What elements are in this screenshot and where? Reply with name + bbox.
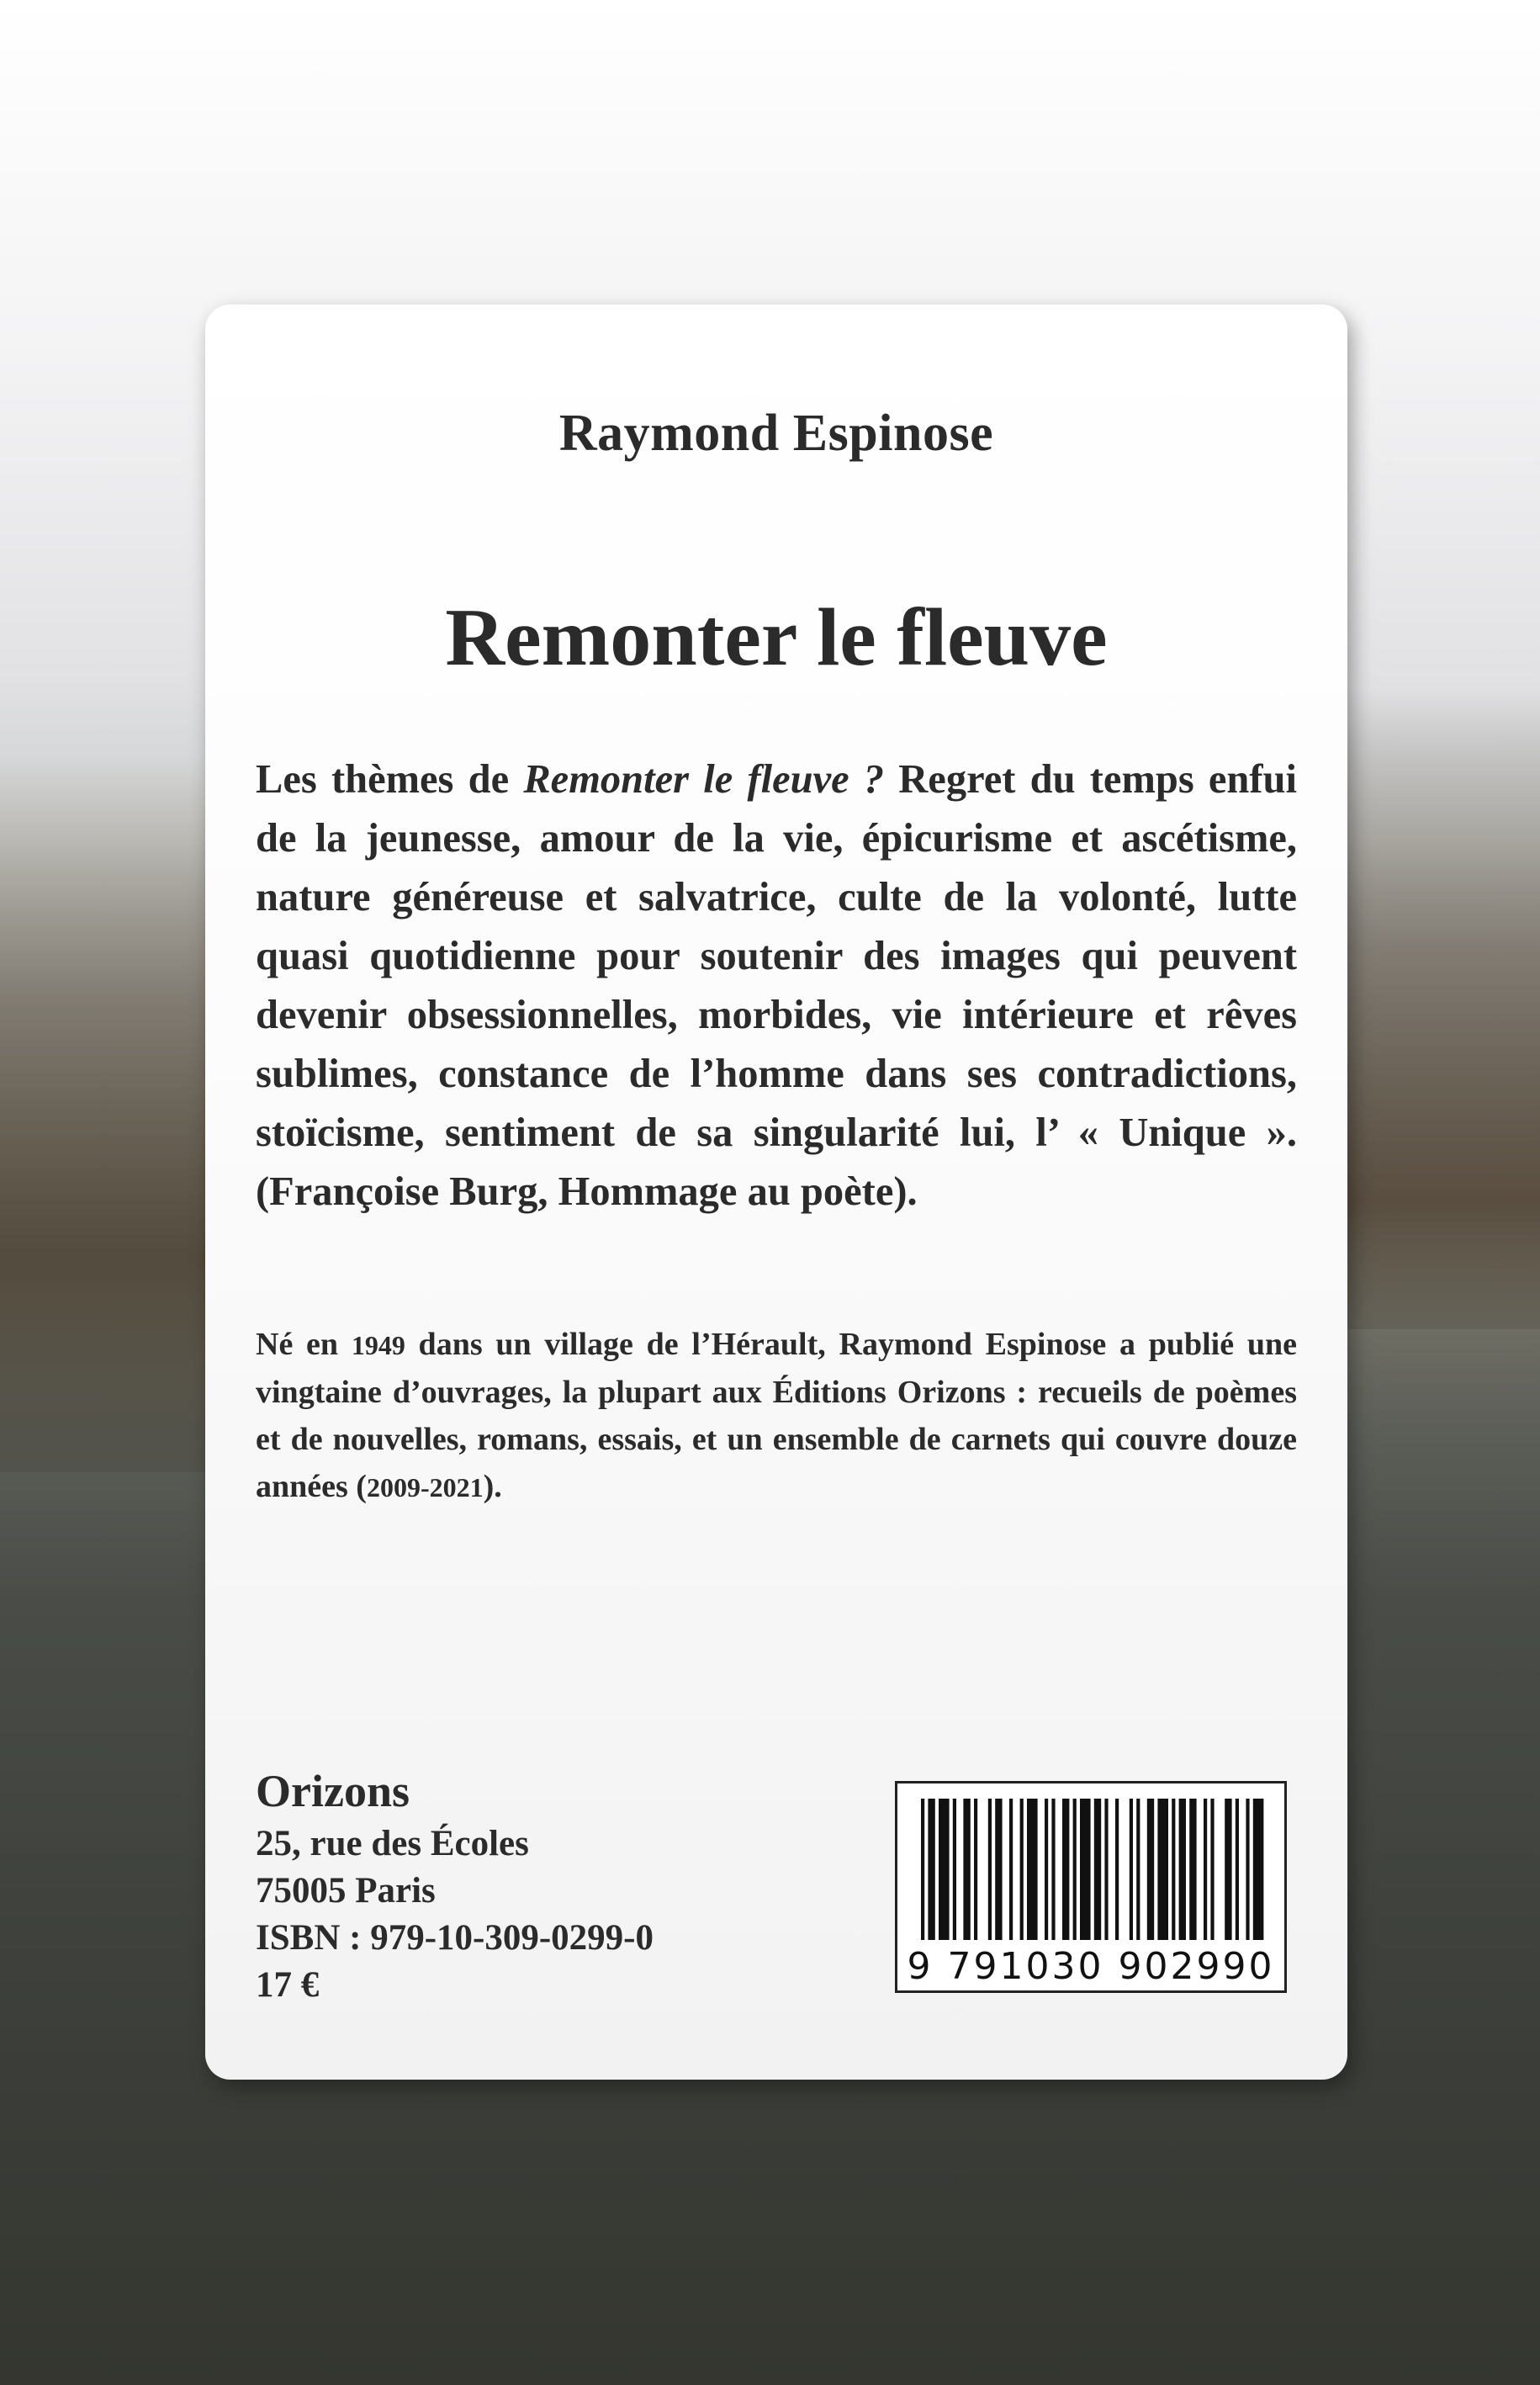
barcode-bar (1157, 1799, 1168, 1940)
barcode-bar (1204, 1799, 1207, 1940)
publisher-street: 25, rue des Écoles (256, 1824, 529, 1863)
blurb-italic-title: Remonter le fleuve ? (523, 757, 885, 802)
barcode-digits: 9 791030 902990 (907, 1945, 1275, 1988)
blurb-intro: Les thèmes de (256, 757, 524, 802)
barcode-bar (1073, 1799, 1077, 1940)
barcode-bar (1136, 1799, 1140, 1940)
barcode-bar (1236, 1799, 1239, 1940)
barcode-bar (1115, 1799, 1119, 1940)
barcode-bar (1051, 1799, 1055, 1940)
trees-right-bank (1337, 690, 1540, 1329)
bio-years: 2009-2021 (366, 1472, 484, 1503)
bio-part-3: ). (483, 1469, 502, 1504)
bio-part-1: Né en (256, 1327, 352, 1362)
barcode-bar (1246, 1799, 1249, 1940)
bio-part-2: dans un village de l’Hérault, Raymond Espinose a publié une vingtaine d’ouvrages, la plupart aux Éditions Orizons : recueils de poèmes et de nouvelles, romans, essais, et un ensemble de carnets qui couvre douze années ( (256, 1327, 1297, 1504)
barcode-bar (1147, 1799, 1154, 1940)
barcode-bar (963, 1799, 970, 1940)
barcode-bar (1179, 1799, 1186, 1940)
barcode-bar (921, 1799, 924, 1940)
barcode-bars (897, 1783, 1284, 1943)
publisher-block (256, 1762, 844, 2009)
publisher-name: Orizons (256, 1766, 410, 1816)
barcode-bar (1189, 1799, 1196, 1940)
barcode-bar (1080, 1799, 1091, 1940)
barcode-bar (1062, 1799, 1069, 1940)
barcode-bar (1094, 1799, 1101, 1940)
barcode-bar (1210, 1799, 1214, 1940)
book-title: Remonter le fleuve (445, 592, 1108, 683)
barcode-bar (1225, 1799, 1231, 1940)
barcode-bar (939, 1799, 950, 1940)
barcode-bar (1104, 1799, 1108, 1940)
publisher-city: 75005 Paris (256, 1871, 436, 1911)
barcode (895, 1781, 1287, 1993)
barcode-bar (1130, 1799, 1133, 1940)
barcode-bar (1253, 1799, 1264, 1940)
barcode-bar (1009, 1799, 1013, 1940)
barcode-bar (1020, 1799, 1024, 1940)
blurb-paragraph (256, 750, 1297, 1222)
barcode-bar (1172, 1799, 1175, 1940)
trees-left-bank (0, 757, 219, 1472)
bio-birth-year: 1949 (351, 1330, 405, 1360)
barcode-bar (928, 1799, 934, 1940)
author-bio (256, 1321, 1297, 1511)
author-name: Raymond Espinose (558, 405, 994, 462)
barcode-bar (1027, 1799, 1038, 1940)
barcode-bar (974, 1799, 977, 1940)
barcode-bar (988, 1799, 992, 1940)
back-cover-panel (205, 305, 1347, 2080)
barcode-bar (953, 1799, 956, 1940)
barcode-bar (1045, 1799, 1048, 1940)
barcode-bar (995, 1799, 1002, 1940)
price: 17 € (256, 1965, 320, 2005)
blurb-text: Regret du temps enfui de la jeunesse, amour de la vie, épicurisme et ascétisme, nature généreuse et salvatrice, culte de la volonté, lutte quasi quotidienne pour soutenir des images qui peuvent devenir obsessionnelles, morbides, vie intérieure et rêves sublimes, constance de l’homme dans ses contradictions, stoïcisme, sentiment de sa singularité lui, l’ « Unique ». (Françoise Burg, Hommage au poète). (256, 757, 1297, 1214)
isbn: ISBN : 979-10-309-0299-0 (256, 1918, 654, 1958)
